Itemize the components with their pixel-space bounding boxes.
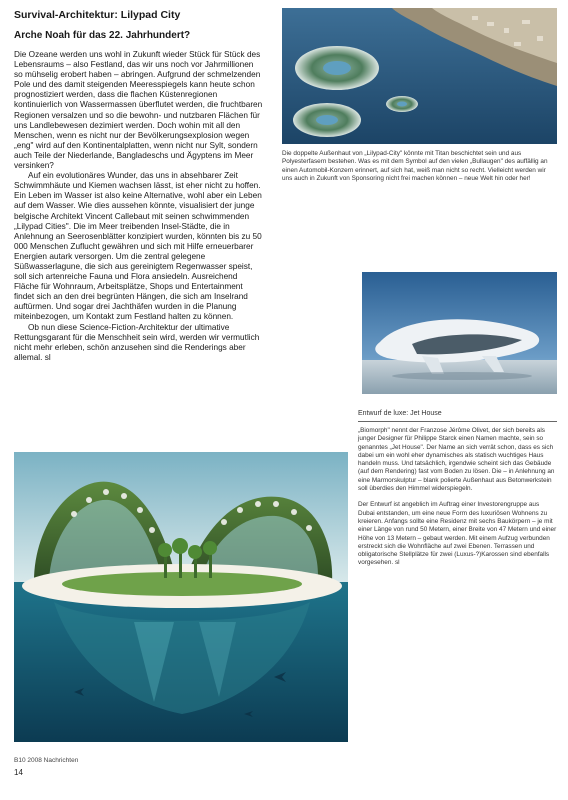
article-body (14, 50, 264, 363)
section-title: Survival-Architektur: Lilypad City (14, 9, 181, 21)
footer-issue: B10 2008 Nachrichten (14, 757, 79, 764)
author-signature: sl (44, 352, 51, 362)
jet-house-photo (362, 272, 557, 394)
article-paragraph: Auf ein evolutionäres Wunder, das uns in absehbarer Zeit Schwimmhäute und Kiemen wachsen lässt, ist eher nicht zu hoffen. Ein Leben im Wasser ist also keine Alternative, wohl aber ein Leben auf dem Wasser. Wie dies aussehen könnte, visualisiert der junge belgische Architekt Vincent Callebaut mit seinen schwimmenden „Lilypad Cities". Die im Meer treibenden Insel-Städte, die in Anlehnung an Seerosenblätter konzipiert wurden, könnten bis zu 50 000 Menschen Zuflucht gewähren und sich mit Hilfe erneuerbarer Energien autark versorgen. Um die zentral gelegene Süßwasserlagune, die sich aus gereinigtem Regenwasser speist, soll sich artenreiche Fauna und Flora ansiedeln. Ausreichend Fläche für Wohnraum, Arbeitsplätze, Shops und Entertainment findet sich an den drei begrünten Hängen, die sich am Inselrand auftürmen. Und sogar drei Jachthäfen wurden in die Planung miteinbezogen, um Kontakt zum Festland halten zu können. (14, 171, 262, 322)
aerial-city-photo (282, 8, 557, 144)
article-headline: Arche Noah für das 22. Jahrhundert? (14, 30, 191, 41)
lilypad-city-rendering (14, 452, 348, 742)
jet-house-caption-title: Entwurf de luxe: Jet House (358, 410, 442, 417)
article-paragraph-text: Ob nun diese Science-Fiction-Architektur der ultimative Rettungsgarant für die Menschheit sein wird, werden wir vermutlich nicht mehr erleben, schön anzusehen sind die Renderings aber allemal. (14, 322, 260, 362)
article-paragraph: Die Ozeane werden uns wohl in Zukunft wieder Stück für Stück des Lebensraums – also Festland, das wir uns noch vor Jahrmillionen so mühselig erobert haben – abringen. Aufgrund der schmelzenden Pole und des damit steigenden Meeresspiegels kann heute schon prognostiziert werden, dass die flachen Küstenregionen kontinuierlich von Wassermassen überflutet werden, die fruchtbaren Regionen versalzen und so die bewohn- und nutzbaren Flächen für uns Landlebewesen dezimiert werden. Doch wohin mit all den Menschen, wenn es nicht nur der Bevölkerungsexplosion wegen „eng" wird auf den Kontinentalplatten, wenn nicht nur Sylt, sondern auch Teile der Niederlande, Bangladeschs und Ägyptens im Meer versinken? (14, 50, 263, 171)
article-paragraph (14, 323, 264, 363)
page-number: 14 (14, 768, 23, 777)
aerial-photo-caption: Die doppelte Außenhaut von „Lilypad-City" könnte mit Titan beschichtet sein und aus Polyesterfasern bestehen. Was es mit dem Symbol auf den vielen „Bullaugen" des auffällig an einen Automobil-Konzern erinnert, auf sich hat, weiß man nicht so recht. Vielleicht werden wir uns auch in Zukunft von Sponsoring nicht frei machen können – neue Welt hin oder her! (282, 150, 548, 182)
caption-paragraph: „Biomorph" nennt der Franzose Jérôme Olivet, der sich bereits als junger Designer für Philippe Starck einen Namen machte, sein so genanntes „Jet House". Der Name an sich verrät schon, dass es sich dabei um ein wohl eher dynamisches als statisch wuchtiges Haus handeln muss. Und tatsächlich, irgendwie scheint sich das Gebäude (auf dem Rendering) fast vom Boden zu lösen. Die – in Anlehnung an eine Marmorskulptur – blank polierte Außenhaut aus Betonwerkstein soll überdies den Himmel widerspiegeln. (358, 427, 555, 493)
author-signature: sl (394, 559, 400, 567)
caption-paragraph-text: Der Entwurf ist angeblich im Auftrag einer Investorengruppe aus Dubai entstanden, um eine neue Form des luxuriösen Wohnens zu kreieren. Anfangs sollte eine Residenz mit sechs Baukörpern – je mit einer Länge von rund 50 Metern, einer Breite von 47 Metern und einer Höhe von 13 Metern – gebaut werden. Mit einem Aufzug verbunden erstreckt sich die Wohnfläche auf zwei Ebenen. Terrassen und obligatorische Stellplätze für zwei (Luxus-?)Karossen sind ebenfalls vorgesehen. (358, 501, 557, 567)
jet-house-caption (358, 427, 557, 568)
caption-paragraph (358, 501, 557, 567)
caption-divider (358, 421, 557, 422)
